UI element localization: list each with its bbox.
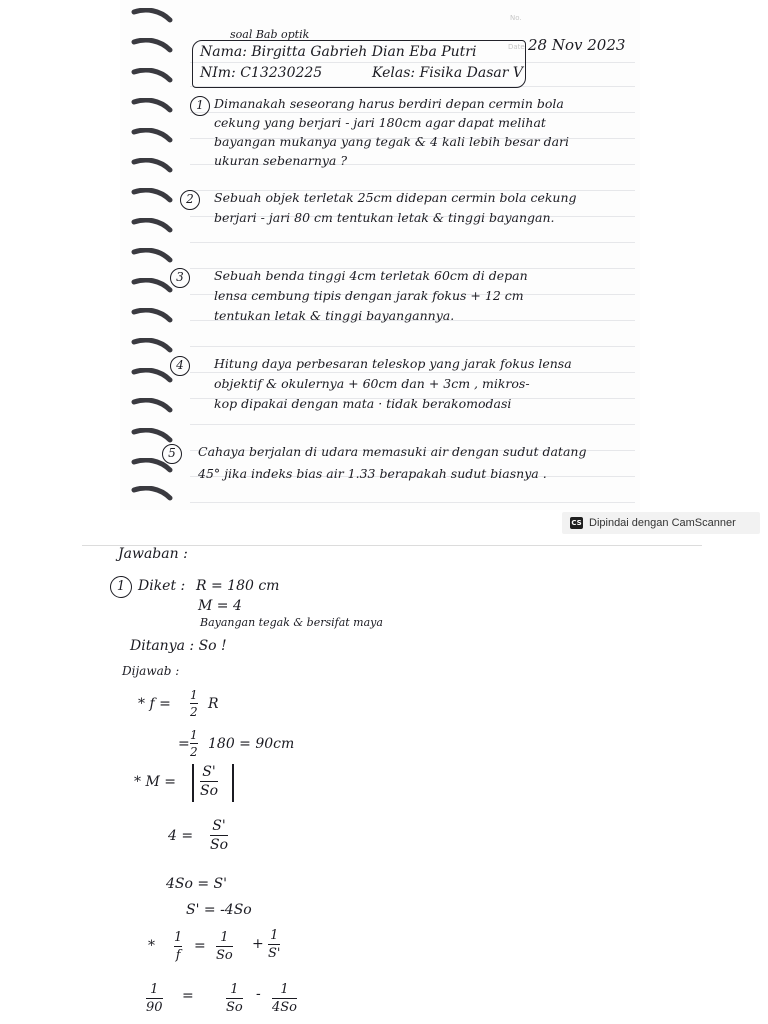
abs-bar-right xyxy=(232,764,234,802)
f-fraction xyxy=(190,688,198,719)
lens-so-fraction xyxy=(216,930,233,963)
question-line: kop dipakai dengan mata · tidak berakomodasi xyxy=(214,396,512,411)
last-m-fraction xyxy=(226,982,243,1015)
diket-note: Bayangan tegak & bersifat maya xyxy=(200,616,383,629)
notebook-page-answers xyxy=(82,545,702,1024)
spiral-ring-icon xyxy=(130,248,174,264)
dijawab: Dijawab : xyxy=(122,664,180,678)
spiral-ring-icon xyxy=(130,38,174,54)
lens-s-den: S' xyxy=(268,946,281,962)
question-line: Sebuah benda tinggi 4cm terletak 60cm di depan xyxy=(214,268,528,283)
ruled-line xyxy=(190,242,635,243)
f-calc-prefix: = xyxy=(178,736,190,752)
camscanner-logo-icon: CS xyxy=(571,519,582,527)
question-line: 45° jika indeks bias air 1.33 berapakah sudut biasnya . xyxy=(198,466,547,481)
lens-so-num: 1 xyxy=(220,930,229,945)
m-prefix: * M = xyxy=(134,774,176,790)
question-line: Sebuah objek terletak 25cm didepan cermin bola cekung xyxy=(214,190,577,205)
last-m-den: So xyxy=(226,1000,243,1016)
lens-prefix: * xyxy=(148,938,155,954)
lens-f-num: 1 xyxy=(174,930,183,945)
answer-number: 1 xyxy=(110,576,132,598)
question-line: objektif & okulernya + 60cm dan + 3cm , mikros- xyxy=(214,376,530,391)
date-label: Date xyxy=(508,43,525,51)
ditanya: Ditanya : So ! xyxy=(130,638,227,654)
eq-sign: = xyxy=(194,938,206,954)
question-line: Cahaya berjalan di udara memasuki air dengan sudut datang xyxy=(198,444,587,459)
f-num: 1 xyxy=(190,688,198,702)
spiral-ring-icon xyxy=(130,98,174,114)
diket-m: M = 4 xyxy=(198,598,242,614)
last-r-fraction xyxy=(272,982,297,1015)
question-line: ukuran sebenarnya ? xyxy=(214,153,348,168)
question-line: berjari - jari 80 cm tentukan letak & tinggi bayangan. xyxy=(214,210,555,225)
four-prefix: 4 = xyxy=(168,828,194,844)
m-den: So xyxy=(200,783,219,800)
spiral-ring-icon xyxy=(130,398,174,414)
ruled-line xyxy=(190,372,635,373)
spiral-ring-icon xyxy=(130,486,174,502)
spiral-ring-icon xyxy=(130,338,174,354)
spiral-ring-icon xyxy=(130,218,174,234)
last-l-num: 1 xyxy=(150,982,159,997)
student-name: Nama: Birgitta Gabrieh Dian Eba Putri xyxy=(200,44,477,60)
ruled-line xyxy=(190,424,635,425)
question-line: Hitung daya perbesaran teleskop yang jarak fokus lensa xyxy=(214,356,572,371)
question-line: lensa cembung tipis dengan jarak fokus + 12 cm xyxy=(214,288,524,303)
f-calc-num: 1 xyxy=(190,728,198,742)
spiral-ring-icon xyxy=(130,308,174,324)
f-prefix: * f = xyxy=(138,696,171,712)
student-nim: NIm: C13230225 xyxy=(200,65,323,81)
last-eq-sign: = xyxy=(182,988,194,1004)
eq-s: S' = -4So xyxy=(186,902,252,918)
scanner-watermark xyxy=(562,512,760,534)
last-r-den: 4So xyxy=(272,1000,298,1016)
four-num: S' xyxy=(212,818,226,834)
question-number: 4 xyxy=(170,356,190,376)
spiral-ring-icon xyxy=(130,368,174,384)
diket-label: Diket : xyxy=(138,578,186,594)
last-l-fraction xyxy=(146,982,163,1015)
four-den: So xyxy=(210,837,229,854)
spiral-ring-icon xyxy=(130,278,174,294)
answer-title: Jawaban : xyxy=(118,546,188,562)
last-l-den: 90 xyxy=(146,1000,163,1016)
f-calc-fraction xyxy=(190,728,198,759)
f-suffix: R xyxy=(208,696,219,712)
student-class: Kelas: Fisika Dasar V xyxy=(372,65,524,81)
question-line: tentukan letak & tinggi bayangannya. xyxy=(214,308,455,323)
plus-sign: + xyxy=(252,936,264,952)
minus-sign: - xyxy=(256,986,261,1002)
ruled-line xyxy=(190,502,635,503)
spiral-ring-icon xyxy=(130,68,174,84)
f-calc-suffix: 180 = 90cm xyxy=(208,736,295,752)
question-line: bayangan mukanya yang tegak & 4 kali lebih besar dari xyxy=(214,134,570,149)
ruled-line xyxy=(190,112,635,113)
spiral-ring-icon xyxy=(130,158,174,174)
question-number: 3 xyxy=(170,268,190,288)
lens-s-num: 1 xyxy=(270,928,279,943)
lens-f-fraction xyxy=(174,930,182,963)
lens-f-den: f xyxy=(175,948,181,964)
diket-r: R = 180 cm xyxy=(196,578,280,594)
ruled-line xyxy=(190,346,635,347)
question-number: 5 xyxy=(162,444,182,464)
spiral-ring-icon xyxy=(130,428,174,444)
spiral-ring-icon xyxy=(130,128,174,144)
notebook-page-questions xyxy=(0,0,768,510)
f-den: 2 xyxy=(190,705,198,720)
page-title: soal Bab optik xyxy=(230,28,310,41)
four-fraction xyxy=(210,818,228,853)
spiral-ring-icon xyxy=(130,188,174,204)
lens-so-den: So xyxy=(216,948,233,964)
m-num: S' xyxy=(202,764,216,780)
spiral-ring-icon xyxy=(130,8,174,24)
question-line: cekung yang berjari - jari 180cm agar dapat melihat xyxy=(214,115,546,130)
eq-4so: 4So = S' xyxy=(166,876,227,892)
f-calc-den: 2 xyxy=(190,745,198,760)
m-fraction xyxy=(200,764,218,799)
scanner-text: Dipindai dengan CamScanner xyxy=(589,517,736,529)
last-m-num: 1 xyxy=(230,982,239,997)
question-line: Dimanakah seseorang harus berdiri depan cermin bola xyxy=(214,96,564,111)
no-label: No. xyxy=(510,14,522,22)
date-value: 28 Nov 2023 xyxy=(528,36,626,54)
last-r-num: 1 xyxy=(280,982,289,997)
lens-s-fraction xyxy=(268,928,280,961)
question-number: 1 xyxy=(190,96,210,116)
question-number: 2 xyxy=(180,190,200,210)
abs-bar-left xyxy=(192,764,194,802)
